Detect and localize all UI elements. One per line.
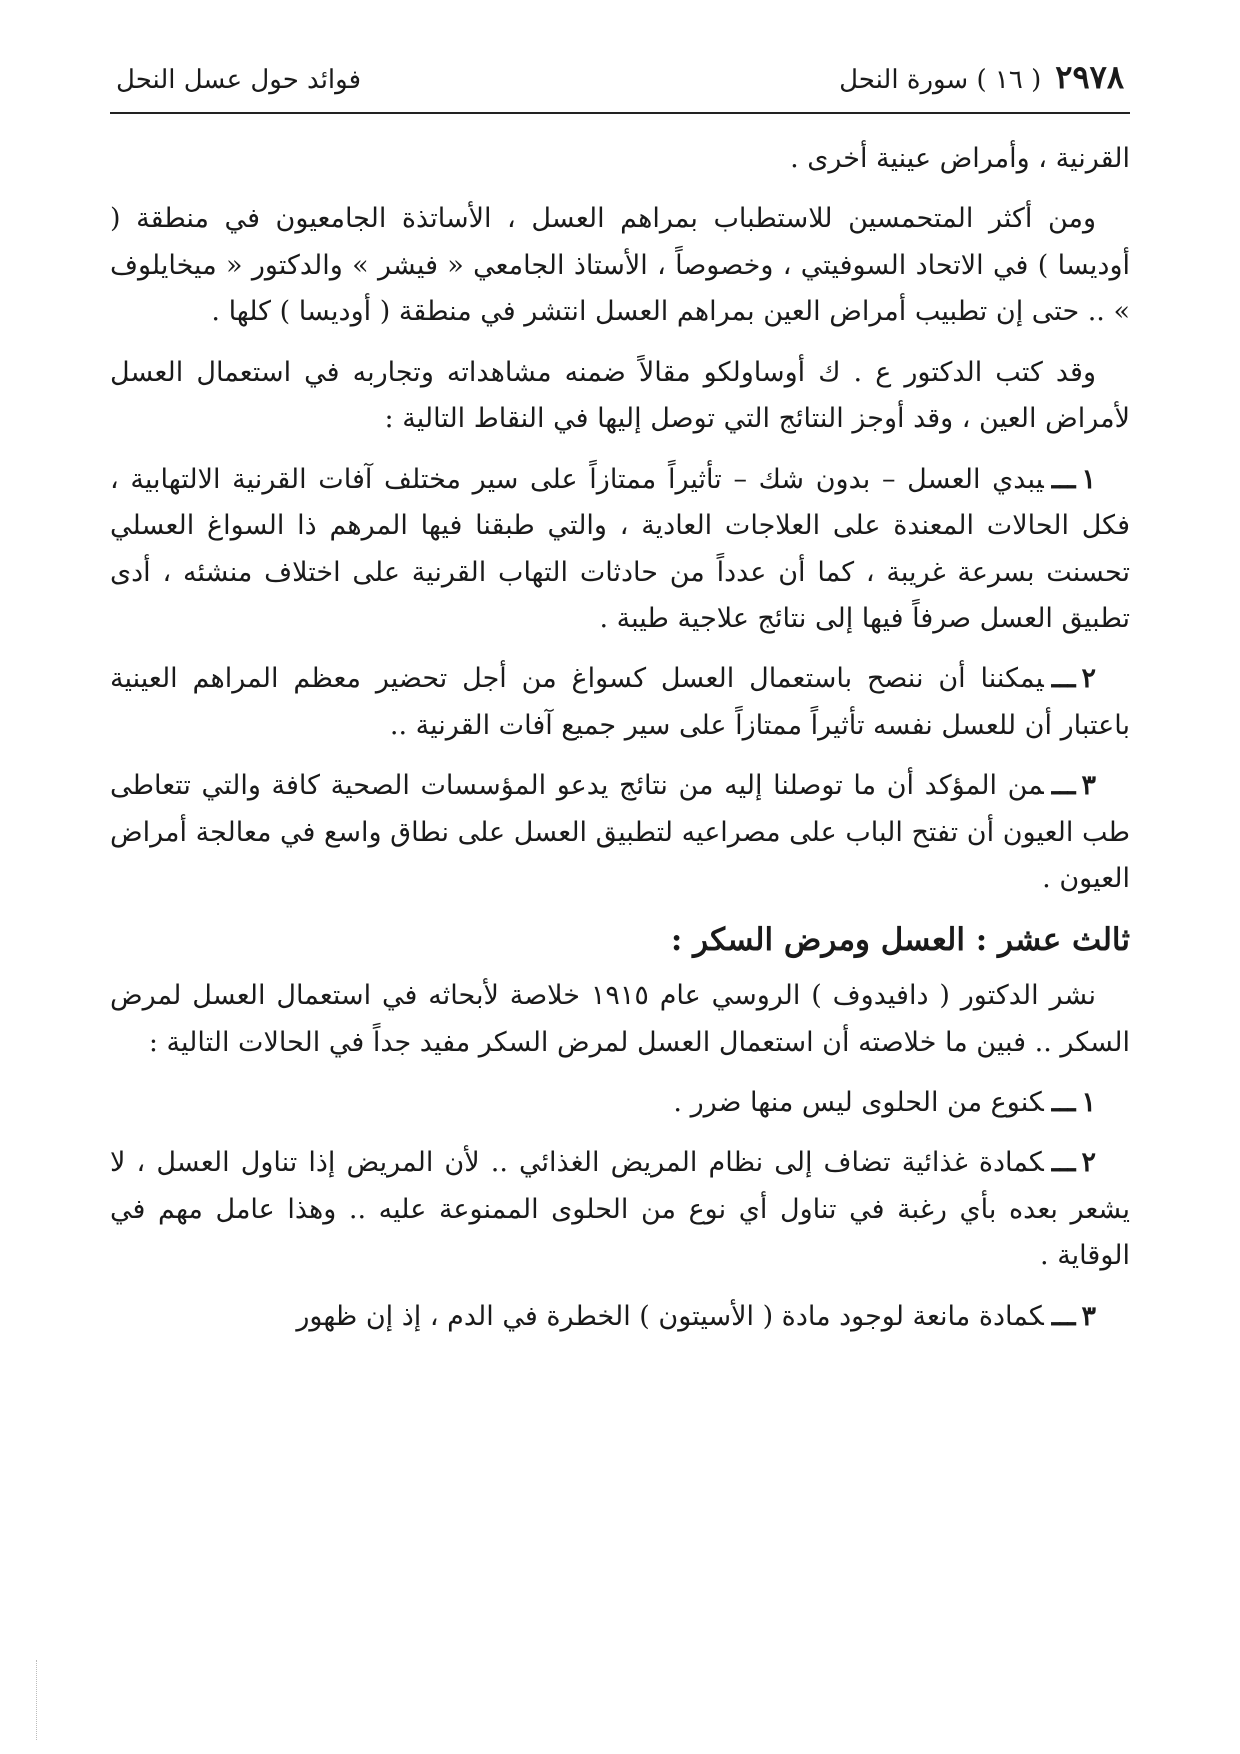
point-text: يمكننا أن ننصح باستعمال العسل كسواغ من أجل تحضير معظم المراهم العينية باعتبار أن للعسل نفسه تأثيراً ممتازاً على سير جميع آفات القرنية .. — [110, 663, 1130, 741]
point-dash: ـــ — [1051, 463, 1076, 495]
page-number: ٢٩٧٨ — [1055, 58, 1124, 96]
running-title: فوائد حول عسل النحل — [116, 65, 362, 95]
point-number: ١ — [1081, 1086, 1096, 1118]
section-heading: ثالث عشر : العسل ومرض السكر : — [670, 921, 1130, 958]
point-dash: ـــ — [1051, 1147, 1076, 1179]
surah-name: ( ١٦ ) سورة النحل — [839, 65, 1042, 95]
point-text: كمادة مانعة لوجود مادة ( الأسيتون ) الخطرة في الدم ، إذ إن ظهور — [296, 1300, 1044, 1332]
point-text: كمادة غذائية تضاف إلى نظام المريض الغذائي .. لأن المريض إذا تناول العسل ، لا يشعر بعده بأي رغبة في تناول أي نوع من الحلوى الممنوعة عليه .. وهذا عامل مهم في الوقاية . — [110, 1147, 1130, 1272]
book-page — [110, 58, 1130, 1354]
point-text: كنوع من الحلوى ليس منها ضرر . — [673, 1086, 1044, 1118]
point-dash: ـــ — [1051, 770, 1076, 802]
point-number: ٣ — [1081, 1300, 1096, 1332]
paragraph-article: وقد كتب الدكتور ع . ك أوساولكو مقالاً ضمنه مشاهداته وتجاربه في استعمال العسل لأمراض العين ، وقد أوجز النتائج التي توصل إليها في النقاط التالية : — [110, 356, 1130, 435]
point-dash: ـــ — [1051, 1086, 1076, 1118]
eye-point-2 — [110, 656, 1130, 749]
point-number: ٢ — [1081, 1147, 1096, 1179]
eye-point-3 — [110, 763, 1130, 902]
diabetes-point-3 — [110, 1294, 1130, 1340]
point-number: ١ — [1081, 463, 1096, 495]
point-number: ٢ — [1081, 663, 1096, 695]
point-number: ٣ — [1081, 770, 1096, 802]
diabetes-point-2 — [110, 1140, 1130, 1279]
point-dash: ـــ — [1051, 663, 1076, 695]
paragraph-odessa: ومن أكثر المتحمسين للاستطباب بمراهم العسل ، الأساتذة الجامعيون في منطقة ( أوديسا ) في الاتحاد السوفيتي ، وخصوصاً ، الأستاذ الجامعي « فيشر » والدكتور « ميخايلوف » .. حتى إن تطبيب أمراض العين بمراهم العسل انتشر في منطقة ( أوديسا ) كلها . — [110, 203, 1130, 328]
header-right — [839, 58, 1124, 96]
point-text: من المؤكد أن ما توصلنا إليه من نتائج يدعو المؤسسات الصحية كافة والتي تتعاطى طب العيون أن تفتح الباب على مصراعيه لتطبيق العسل على نطاق واسع في معالجة أمراض العيون . — [110, 770, 1130, 895]
scan-margin-marks — [36, 1660, 43, 1740]
page-header — [110, 58, 1130, 114]
eye-point-1 — [110, 457, 1130, 643]
paragraph-continuation: القرنية ، وأمراض عينية أخرى . — [790, 143, 1130, 174]
paragraph-diabetes-intro: نشر الدكتور ( دافيدوف ) الروسي عام ١٩١٥ خلاصة لأبحاثه في استعمال العسل لمرض السكر .. فبين ما خلاصته أن استعمال العسل لمرض السكر مفيد جداً في الحالات التالية : — [110, 980, 1130, 1058]
point-dash: ـــ — [1051, 1300, 1076, 1332]
diabetes-point-1 — [110, 1080, 1130, 1126]
page-body — [110, 136, 1130, 1340]
point-text: يبدي العسل – بدون شك – تأثيراً ممتازاً على سير مختلف آفات القرنية الالتهابية ، فكل الحالات المعندة على العلاجات العادية ، والتي طبقنا فيها المرهم ذا السواغ العسلي تحسنت بسرعة غريبة ، كما أن عدداً من حادثات التهاب القرنية على اختلاف منشئه ، أدى تطبيق العسل صرفاً فيها إلى نتائج علاجية طيبة . — [110, 463, 1130, 634]
